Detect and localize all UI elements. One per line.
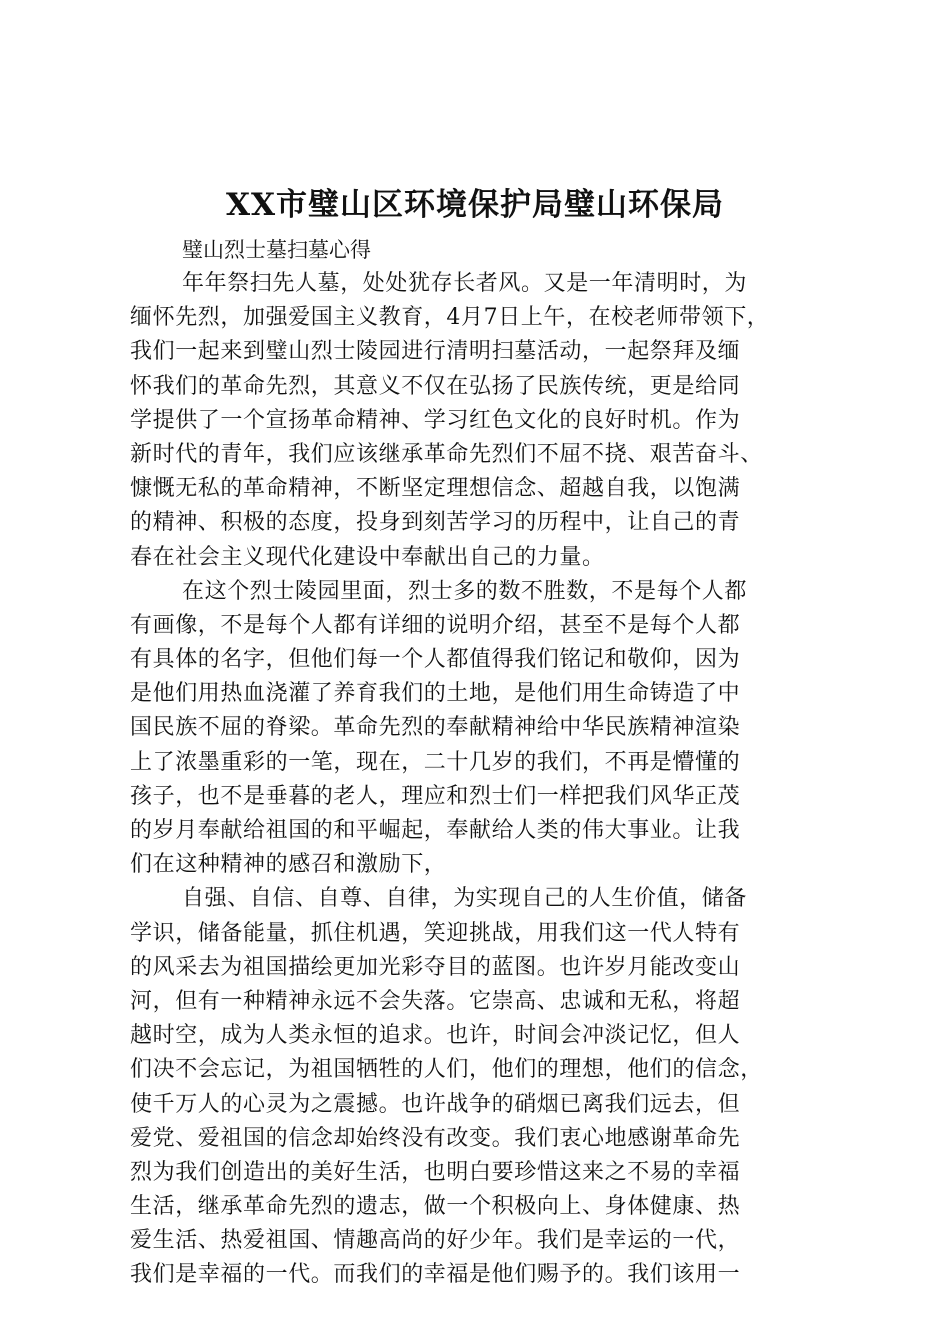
text-line: 孩子，也不是垂暮的老人，理应和烈士们一样把我们风华正茂 [130,783,741,809]
text-line: 生活，继承革命先烈的遗志，做一个积极向上、身体健康、热 [130,1194,741,1220]
text-line: 新时代的青年，我们应该继承革命先烈们不屈不挠、艰苦奋斗、 [130,441,763,467]
text-line: 的风采去为祖国描绘更加光彩夺目的蓝图。也许岁月能改变山 [130,954,741,980]
text-line: 爱党、爱祖国的信念却始终没有改变。我们衷心地感谢革命先 [130,1125,741,1151]
document-subtitle: 璧山烈士墓扫墓心得 [182,238,371,262]
text-line: 们决不会忘记，为祖国牺牲的人们，他们的理想，他们的信念， [130,1057,763,1083]
text-line: 使千万人的心灵为之震撼。也许战争的硝烟已离我们远去，但 [130,1091,741,1117]
text-line: 我们一起来到璧山烈士陵园进行清明扫墓活动，一起祭拜及缅 [130,339,741,365]
text-line: 缅怀先烈，加强爱国主义教育，4月7日上午，在校老师带领下， [130,305,770,331]
text-line: 我们是幸福的一代。而我们的幸福是他们赐予的。我们该用一 [130,1262,741,1288]
text-line: 在这个烈士陵园里面，烈士多的数不胜数，不是每个人都 [182,578,748,604]
text-line: 是他们用热血浇灌了养育我们的土地，是他们用生命铸造了中 [130,681,741,707]
document-title: XX市璧山区环境保护局璧山环保局 [225,187,725,223]
text-line: 爱生活、热爱祖国、情趣高尚的好少年。我们是幸运的一代， [130,1228,741,1254]
text-line: 国民族不屈的脊梁。革命先烈的奉献精神给中华民族精神渲染 [130,715,741,741]
text-line: 的精神、积极的态度，投身到刻苦学习的历程中，让自己的青 [130,510,741,536]
text-line: 学识，储备能量，抓住机遇，笑迎挑战，用我们这一代人特有 [130,920,741,946]
text-line: 有画像，不是每个人都有详细的说明介绍，甚至不是每个人都 [130,612,741,638]
text-line: 的岁月奉献给祖国的和平崛起，奉献给人类的伟大事业。让我 [130,818,741,843]
text-line: 上了浓墨重彩的一笔，现在，二十几岁的我们，不再是懵懂的 [130,749,741,775]
text-line: 们在这种精神的感召和激励下， [130,852,447,878]
text-line: 春在社会主义现代化建设中奉献出自己的力量。 [130,544,605,570]
text-line: 河，但有一种精神永远不会失落。它崇高、忠诚和无私，将超 [130,988,741,1014]
document-body [130,267,830,1293]
text-line: 慷慨无私的革命精神，不断坚定理想信念、超越自我，以饱满 [130,476,741,502]
text-line: 自强、自信、自尊、自律，为实现自己的人生价值，储备 [182,886,748,912]
text-line: 怀我们的革命先烈，其意义不仅在弘扬了民族传统，更是给同 [130,373,741,399]
text-line: 年年祭扫先人墓，处处犹存长者风。又是一年清明时，为 [182,271,748,296]
text-line: 有具体的名字，但他们每一个人都值得我们铭记和敬仰，因为 [130,647,741,673]
text-line: 烈为我们创造出的美好生活，也明白要珍惜这来之不易的幸福 [130,1159,741,1185]
text-line: 越时空，成为人类永恒的追求。也许，时间会冲淡记忆，但人 [130,1023,741,1049]
text-line: 学提供了一个宣扬革命精神、学习红色文化的良好时机。作为 [130,407,741,433]
